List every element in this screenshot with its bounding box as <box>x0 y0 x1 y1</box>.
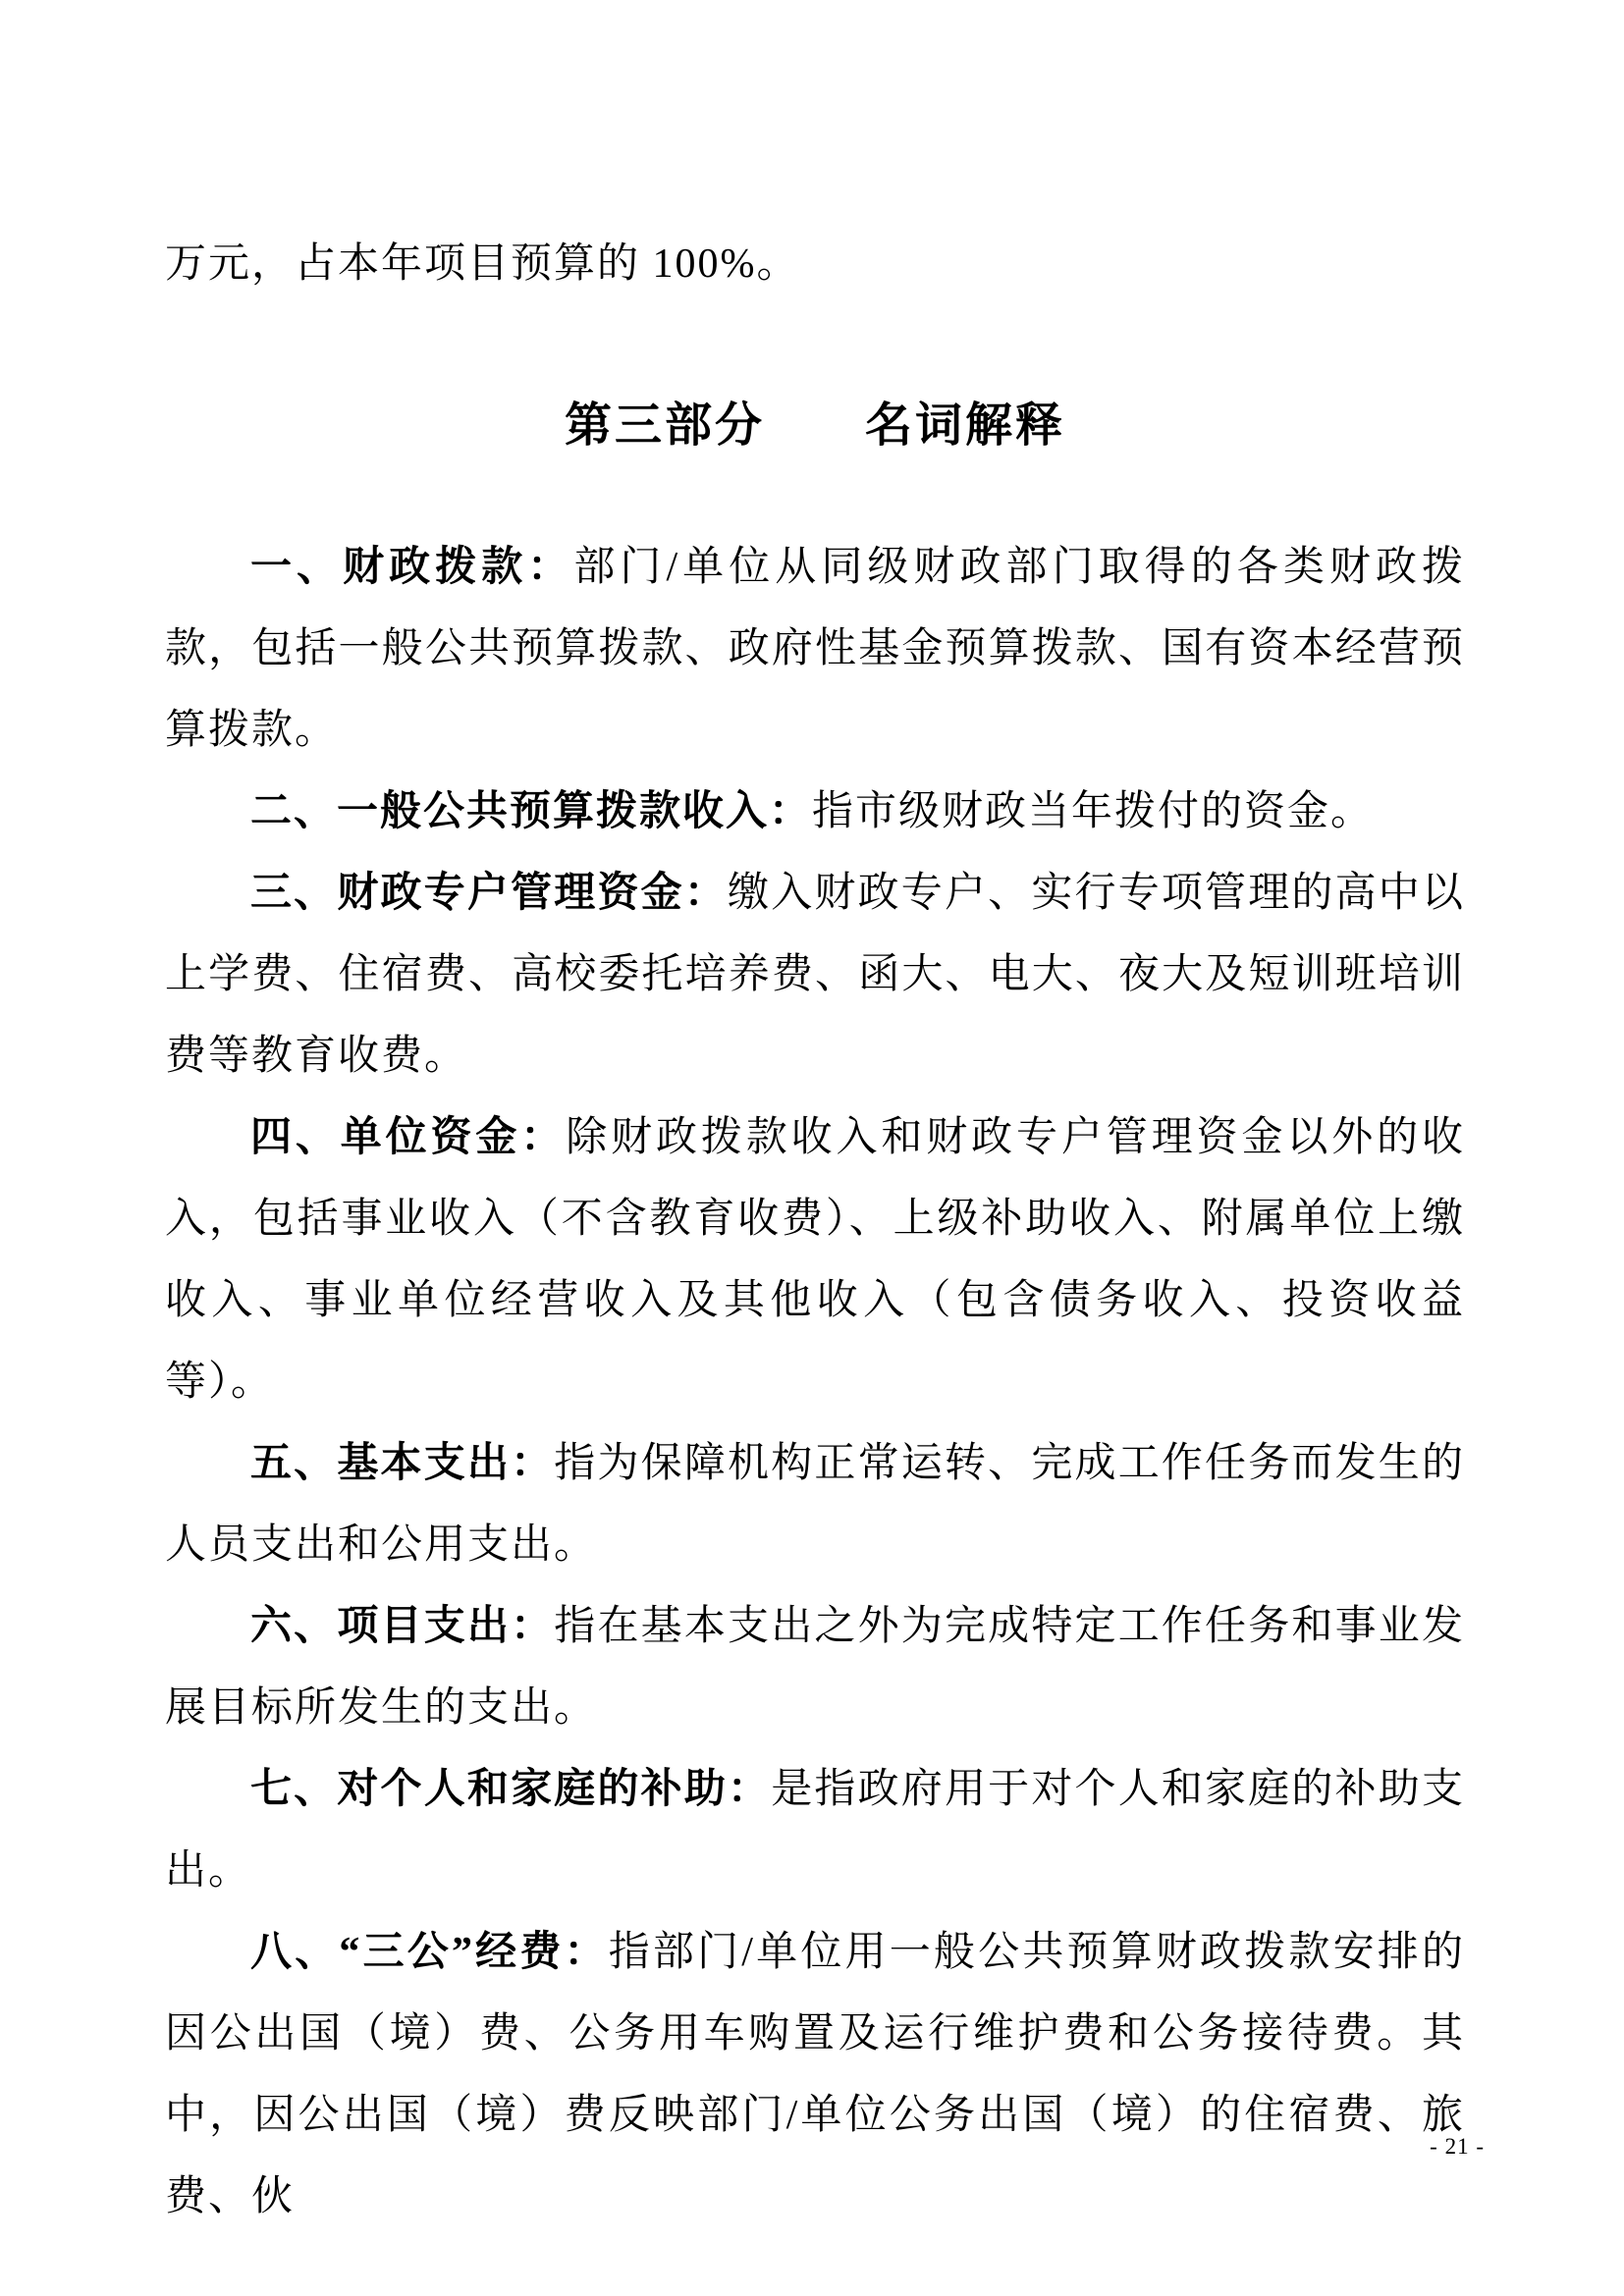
term-text: 指部门/单位用一般公共预算财政拨款安排的因公出国（境）费、公务用车购置及运行维护费和公务接待费。其中，因公出国（境）费反映部门/单位公务出国（境）的住宿费、旅费、伙 <box>165 1930 1465 2219</box>
term-lead: 五、基本支出： <box>250 1441 555 1486</box>
term-paragraph <box>165 1097 1465 1423</box>
term-paragraph <box>165 1912 1465 2238</box>
term-lead: 二、一般公共预算拨款收入： <box>250 789 813 834</box>
term-text: 指市级财政当年拨付的资金。 <box>812 789 1375 834</box>
term-text: 缴入财政专户、实行专项管理的高中以上学费、住宿费、高校委托培养费、函大、电大、夜大及短训班培训费等教育收费。 <box>165 871 1465 1079</box>
term-text: 除财政拨款收入和财政专户管理资金以外的收入，包括事业收入（不含教育收费）、上级补助收入、附属单位上缴收入、事业单位经营收入及其他收入（包含债务收入、投资收益等）。 <box>165 1115 1465 1405</box>
term-text: 是指政府用于对个人和家庭的补助支出。 <box>165 1767 1465 1894</box>
term-lead: 三、财政专户管理资金： <box>250 871 729 916</box>
term-lead: 四、单位资金： <box>250 1115 567 1160</box>
term-paragraph <box>165 1749 1465 1912</box>
term-lead: 一、财政拨款： <box>250 545 574 590</box>
term-text: 部门/单位从同级财政部门取得的各类财政拨款，包括一般公共预算拨款、政府性基金预算拨款、国有资本经营预算拨款。 <box>165 545 1465 753</box>
term-paragraph <box>165 527 1465 772</box>
term-paragraph <box>165 772 1465 853</box>
term-lead: 六、项目支出： <box>250 1604 555 1649</box>
term-lead: 七、对个人和家庭的补助： <box>250 1767 772 1812</box>
intro-paragraph: 万元，占本年项目预算的 100%。 <box>165 241 800 287</box>
term-text: 指在基本支出之外为完成特定工作任务和事业发展目标所发生的支出。 <box>165 1604 1465 1731</box>
section-title: 第三部分 名词解释 <box>564 400 1065 452</box>
term-lead: 八、“三公”经费： <box>250 1930 609 1975</box>
page-number: - 21 - <box>1430 2134 1485 2159</box>
term-text: 指为保障机构正常运转、完成工作任务而发生的人员支出和公用支出。 <box>165 1441 1465 1568</box>
term-paragraph <box>165 853 1465 1097</box>
term-paragraph <box>165 1586 1465 1749</box>
term-paragraph <box>165 1423 1465 1586</box>
